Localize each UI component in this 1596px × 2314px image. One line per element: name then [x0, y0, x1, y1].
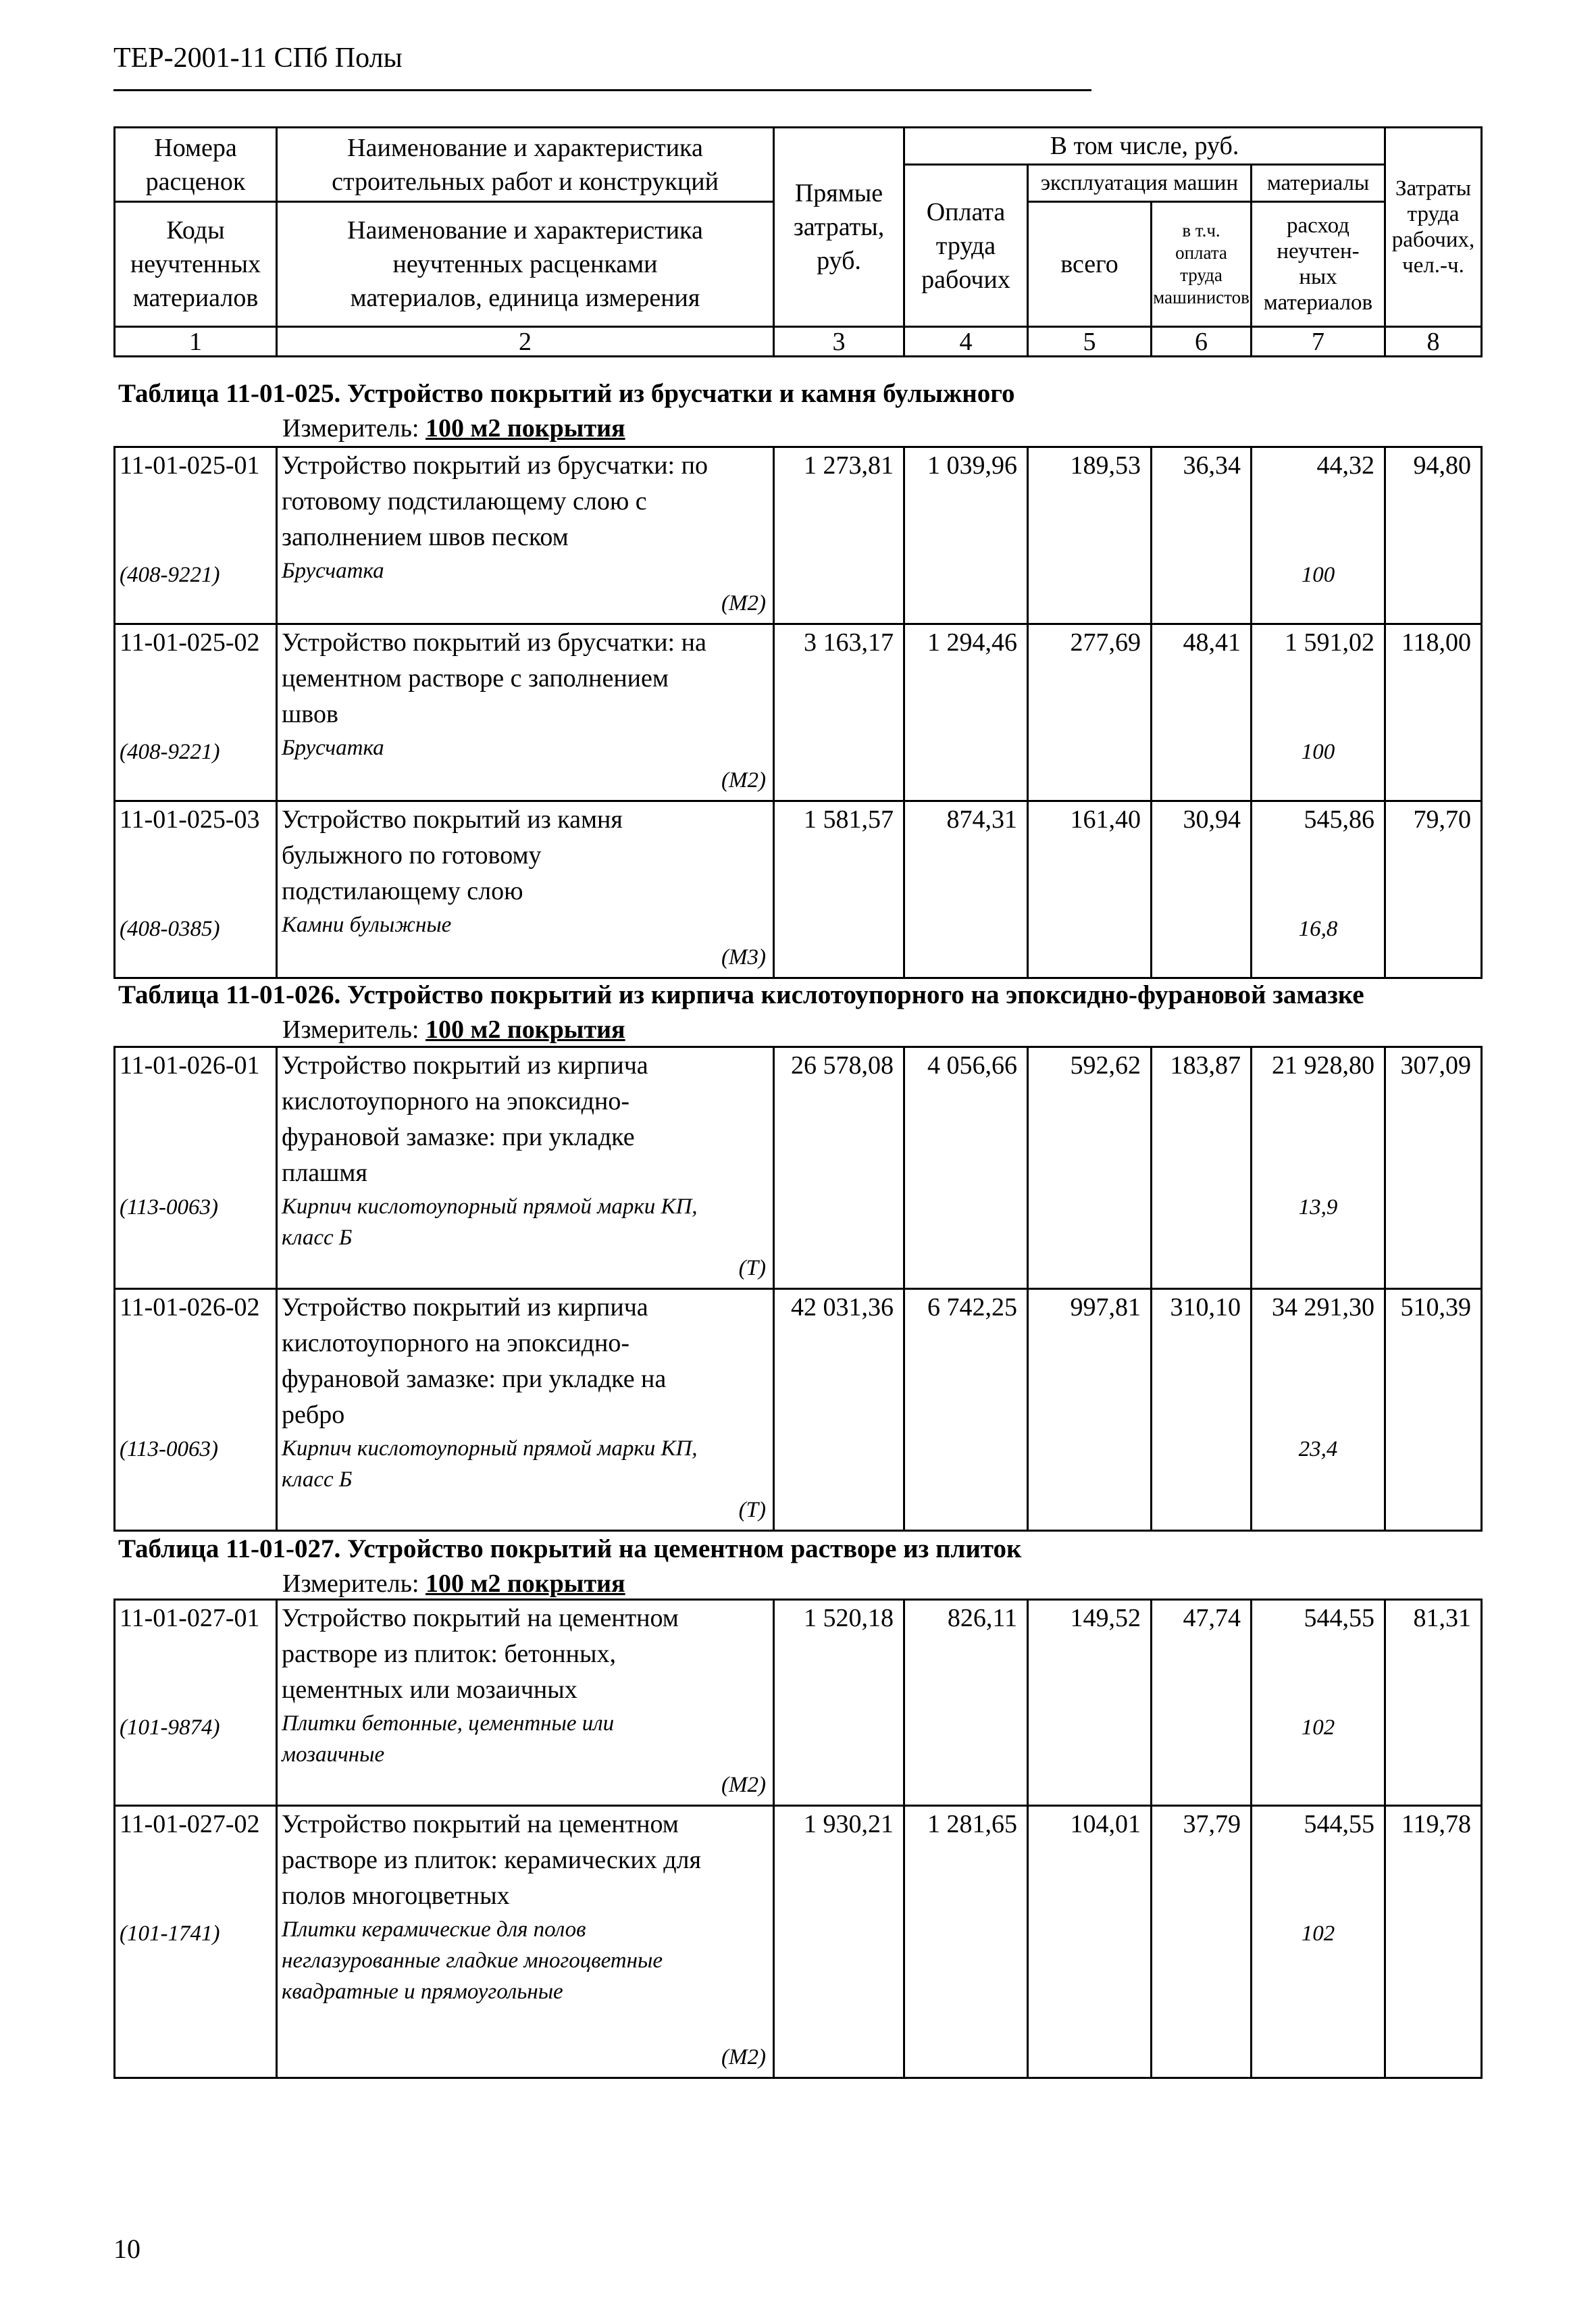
page-number: 10 — [113, 2234, 140, 2264]
unit-label: (М2) — [721, 2045, 766, 2069]
unit-label: (Т) — [738, 1498, 766, 1522]
material-quantity: 102 — [1301, 1921, 1335, 1946]
section-title-025: Таблица 11-01-025. Устройство покрытий из брусчатки и камня булыжного — [118, 379, 1015, 408]
machines-header: эксплуатация машин — [1028, 165, 1252, 202]
unit-label: (М2) — [721, 591, 766, 615]
rate-code-cell — [115, 1600, 277, 1806]
machinist-labor: 37,79 — [1183, 1810, 1241, 1838]
direct-costs: 26 578,08 — [791, 1051, 894, 1080]
rates-table-025 — [113, 446, 1483, 979]
material-description: Камни булыжные — [282, 913, 452, 937]
col-number: 3 — [774, 327, 904, 357]
machine-costs: 277,69 — [1070, 628, 1141, 657]
col-number: 2 — [277, 327, 774, 357]
machinist-labor: 48,41 — [1183, 628, 1241, 657]
material-quantity: 100 — [1301, 563, 1335, 587]
rate-code-cell — [115, 1289, 277, 1531]
material-quantity: 23,4 — [1298, 1437, 1338, 1461]
material-code: (101-1741) — [120, 1921, 220, 1946]
col-number: 1 — [115, 327, 277, 357]
machine-costs: 189,53 — [1070, 451, 1141, 480]
material-code: (101-9874) — [120, 1715, 220, 1740]
material-description: Плитки бетонные, цементные или — [282, 1711, 615, 1736]
direct-costs: 3 163,17 — [804, 628, 894, 657]
machinist-labor: 183,87 — [1170, 1051, 1241, 1080]
unit-label: (Т) — [738, 1256, 766, 1280]
meter-027: Измеритель: 100 м2 покрытия — [282, 1569, 625, 1598]
machinist-labor: 30,94 — [1183, 805, 1241, 834]
col2-header-bottom: Наименование и характеристика неучтенных расценками материалов, единица измерения — [277, 202, 774, 327]
rate-code-cell — [115, 1806, 277, 2078]
labor-costs: 4 056,66 — [927, 1051, 1017, 1080]
section-title-026: Таблица 11-01-026. Устройство покрытий из кирпича кислотоупорного на эпоксидно-фурановой замазке — [118, 980, 1364, 1009]
col3-header: Прямые затраты, руб. — [774, 128, 904, 327]
materials-costs: 544,55 — [1304, 1810, 1374, 1838]
labor-costs: 1 294,46 — [927, 628, 1017, 657]
direct-costs: 1 581,57 — [804, 805, 894, 834]
rate-code: 11-01-027-01 — [120, 1604, 260, 1632]
document-header-title: ТЕР-2001-11 СПб Полы — [113, 43, 403, 74]
col-number: 6 — [1152, 327, 1252, 357]
table-row — [115, 1289, 1482, 1531]
unit-label: (М3) — [721, 945, 766, 970]
description-cell: Устройство покрытий из кирпича кислотоупорного на эпоксидно- фурановой замазке: при укладке на ребро Кирпич кислотоупорный прямой марки КП, класс Б (Т) — [277, 1289, 774, 1531]
materials-costs: 544,55 — [1304, 1604, 1374, 1632]
rate-code-cell — [115, 801, 277, 978]
section-title-027: Таблица 11-01-027. Устройство покрытий на цементном растворе из плиток — [118, 1534, 1022, 1563]
col1-header-top: Номера расценок — [115, 128, 277, 202]
materials-costs: 44,32 — [1316, 451, 1374, 480]
rate-code: 11-01-025-03 — [120, 805, 260, 834]
unit-label: (М2) — [721, 1773, 766, 1797]
description-cell: Устройство покрытий из брусчатки: на цементном растворе с заполнением швов Брусчатка (М2) — [277, 624, 774, 801]
table-row — [115, 801, 1482, 978]
materials-header: материалы — [1252, 165, 1385, 202]
labor-hours: 119,78 — [1401, 1810, 1471, 1838]
col5-header: всего — [1028, 202, 1152, 327]
col-number: 5 — [1028, 327, 1152, 357]
labor-hours: 81,31 — [1413, 1604, 1471, 1632]
table-row — [115, 1600, 1482, 1806]
meter-026: Измеритель: 100 м2 покрытия — [282, 1015, 625, 1044]
rate-code: 11-01-025-02 — [120, 628, 260, 657]
column-header-table — [113, 126, 1483, 357]
table-row — [115, 624, 1482, 801]
direct-costs: 1 930,21 — [804, 1810, 894, 1838]
col2-header-top: Наименование и характеристика строительных работ и конструкций — [277, 128, 774, 202]
materials-costs: 21 928,80 — [1272, 1051, 1374, 1080]
machine-costs: 997,81 — [1070, 1293, 1141, 1322]
machine-costs: 149,52 — [1070, 1604, 1141, 1632]
labor-hours: 307,09 — [1400, 1051, 1471, 1080]
labor-costs: 826,11 — [947, 1604, 1017, 1632]
material-quantity: 16,8 — [1298, 917, 1338, 941]
rate-code: 11-01-027-02 — [120, 1810, 260, 1838]
rate-code: 11-01-026-02 — [120, 1293, 260, 1322]
rate-code: 11-01-026-01 — [120, 1051, 260, 1080]
machine-costs: 104,01 — [1070, 1810, 1141, 1838]
header-rule — [113, 89, 1091, 91]
table-row — [115, 1806, 1482, 2078]
machine-costs: 161,40 — [1070, 805, 1141, 834]
meter-025: Измеритель: 100 м2 покрытия — [282, 414, 625, 443]
including-header: В том числе, руб. — [904, 128, 1385, 165]
description-cell: Устройство покрытий из камня булыжного по готовому подстилающему слою Камни булыжные (М3) — [277, 801, 774, 978]
material-description: Брусчатка — [282, 736, 384, 760]
materials-costs: 545,86 — [1304, 805, 1374, 834]
col-number: 7 — [1252, 327, 1385, 357]
labor-costs: 1 281,65 — [927, 1810, 1017, 1838]
description-cell: Устройство покрытий из брусчатки: по готовому подстилающему слою с заполнением швов песком Брусчатка (М2) — [277, 447, 774, 624]
labor-costs: 6 742,25 — [927, 1293, 1017, 1322]
materials-costs: 1 591,02 — [1285, 628, 1374, 657]
direct-costs: 1 520,18 — [804, 1604, 894, 1632]
rate-code-cell — [115, 1047, 277, 1289]
table-row — [115, 447, 1482, 624]
material-quantity: 13,9 — [1298, 1195, 1338, 1219]
col8-header: Затраты труда рабочих, чел.-ч. — [1385, 128, 1482, 327]
col1-header-bottom: Коды неучтенных материалов — [115, 202, 277, 327]
labor-hours: 79,70 — [1413, 805, 1471, 834]
machinist-labor: 47,74 — [1183, 1604, 1241, 1632]
description-cell: Устройство покрытий из кирпича кислотоупорного на эпоксидно- фурановой замазке: при укладке плашмя Кирпич кислотоупорный прямой марки КП, класс Б (Т) — [277, 1047, 774, 1289]
machinist-labor: 310,10 — [1170, 1293, 1241, 1322]
machinist-labor: 36,34 — [1183, 451, 1241, 480]
material-code: (408-9221) — [120, 563, 220, 587]
description-cell: Устройство покрытий на цементном растворе из плиток: бетонных, цементных или мозаичных Плитки бетонные, цементные или мозаичные (М2) — [277, 1600, 774, 1806]
material-code: (408-0385) — [120, 917, 220, 941]
material-code: (408-9221) — [120, 740, 220, 764]
col-number: 8 — [1385, 327, 1482, 357]
col-number: 4 — [904, 327, 1028, 357]
material-description: Кирпич кислотоупорный прямой марки КП, — [282, 1194, 698, 1219]
unit-label: (М2) — [721, 768, 766, 793]
material-quantity: 102 — [1301, 1715, 1335, 1740]
labor-hours: 118,00 — [1401, 628, 1471, 657]
labor-hours: 94,80 — [1413, 451, 1471, 480]
machine-costs: 592,62 — [1070, 1051, 1141, 1080]
labor-costs: 1 039,96 — [927, 451, 1017, 480]
material-quantity: 100 — [1301, 740, 1335, 764]
description-cell: Устройство покрытий на цементном растворе из плиток: керамических для полов многоцветных Плитки керамические для полов неглазурованные гладкие многоцветные квадратные и прямоугольные (М2) — [277, 1806, 774, 2078]
rate-code: 11-01-025-01 — [120, 451, 260, 480]
col4-header: Оплата труда рабочих — [904, 165, 1028, 327]
material-description: Плитки керамические для полов — [282, 1917, 586, 1942]
table-row — [115, 1047, 1482, 1289]
col7-header: расход неучтен- ных материалов — [1252, 202, 1385, 327]
materials-costs: 34 291,30 — [1272, 1293, 1374, 1322]
material-code: (113-0063) — [120, 1437, 219, 1461]
labor-hours: 510,39 — [1400, 1293, 1471, 1322]
rates-table-027 — [113, 1599, 1483, 2079]
material-description: Кирпич кислотоупорный прямой марки КП, — [282, 1436, 698, 1461]
material-code: (113-0063) — [120, 1195, 219, 1219]
rates-table-026 — [113, 1046, 1483, 1532]
direct-costs: 1 273,81 — [804, 451, 894, 480]
rate-code-cell — [115, 624, 277, 801]
rate-code-cell — [115, 447, 277, 624]
direct-costs: 42 031,36 — [791, 1293, 894, 1322]
material-description: Брусчатка — [282, 559, 384, 583]
col6-header: в т.ч. оплата труда машинистов — [1152, 202, 1252, 327]
labor-costs: 874,31 — [946, 805, 1017, 834]
